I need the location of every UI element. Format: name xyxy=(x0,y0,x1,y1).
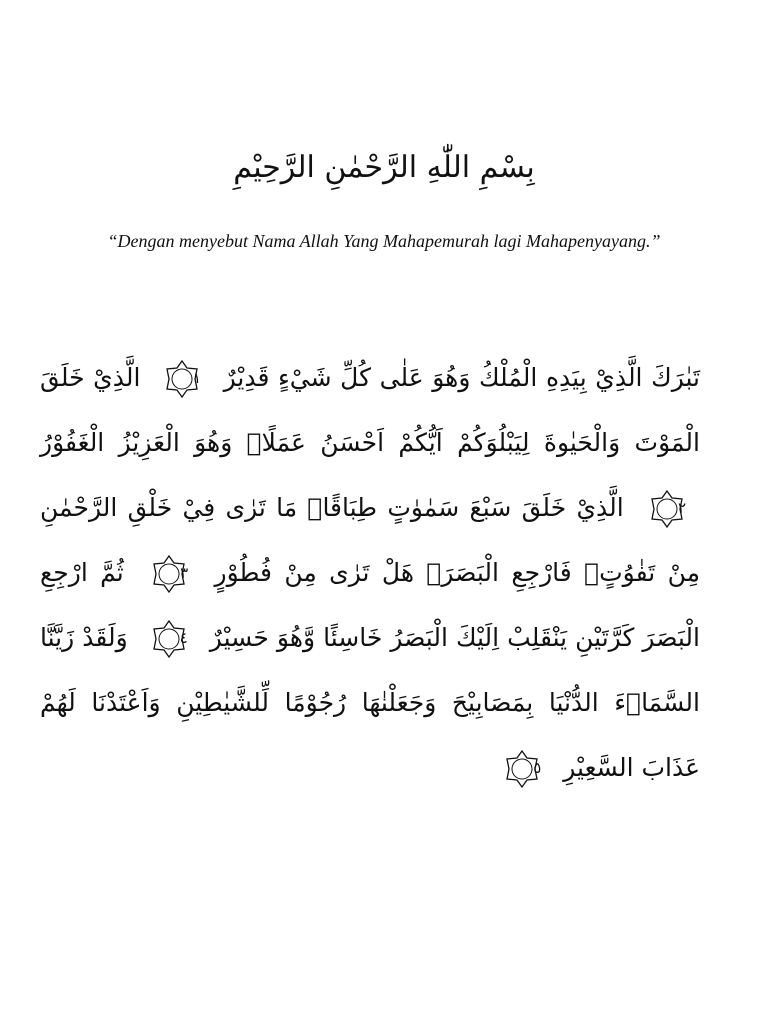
verse-end-marker xyxy=(503,750,541,788)
verses-block xyxy=(40,345,700,800)
basmala: بِسْمِ اللّٰهِ الرَّحْمٰنِ الرَّحِيْمِ xyxy=(233,150,535,185)
verse-text: الَّذِيْ خَلَقَ سَبْعَ سَمٰوٰتٍ طِبَاقًاۗ مَا تَرٰى فِيْ خَلْقِ الرَّحْمٰنِ مِنْ تَفٰوُتٍۗ فَارْجِعِ الْبَصَرَۙ هَلْ تَرٰى مِنْ فُطُوْرٍ xyxy=(40,493,700,587)
verse-end-marker xyxy=(648,490,686,528)
verse-text: وَلَقَدْ زَيَّنَّا السَّمَاۤءَ الدُّنْيَا بِمَصَابِيْحَ وَجَعَلْنٰهَا رُجُوْمًا لِّلشَّيٰطِيْنِ وَاَعْتَدْنَا لَهُمْ عَذَابَ السَّعِيْرِ xyxy=(40,623,700,782)
verse-number: ١ xyxy=(192,369,202,387)
verse-end-marker xyxy=(150,620,188,658)
verse-text: تَبٰرَكَ الَّذِيْ بِيَدِهِ الْمُلْكُ وَهُوَ عَلٰى كُلِّ شَيْءٍ قَدِيْرٌ xyxy=(223,363,700,392)
verse-number: ٥ xyxy=(533,759,542,777)
verse-text: ثُمَّ ارْجِعِ الْبَصَرَ كَرَّتَيْنِ يَنْقَلِبْ اِلَيْكَ الْبَصَرُ خَاسِئًا وَّهُوَ حَسِيْرٌ xyxy=(40,558,700,652)
verse-end-marker xyxy=(163,360,201,398)
verse-number: ٢ xyxy=(677,499,686,517)
basmala-translation: “Dengan menyebut Nama Allah Yang Mahapemurah lagi Mahapenyayang.” xyxy=(107,231,661,251)
verse-number: ٣ xyxy=(180,564,189,582)
verse-end-marker xyxy=(150,555,188,593)
verse-number: ٤ xyxy=(179,629,188,647)
verse-text: الَّذِيْ خَلَقَ الْمَوْتَ وَالْحَيٰوةَ لِيَبْلُوَكُمْ اَيُّكُمْ اَحْسَنُ عَمَلًاۗ وَهُوَ الْعَزِيْزُ الْغَفُوْرُ xyxy=(40,363,700,457)
